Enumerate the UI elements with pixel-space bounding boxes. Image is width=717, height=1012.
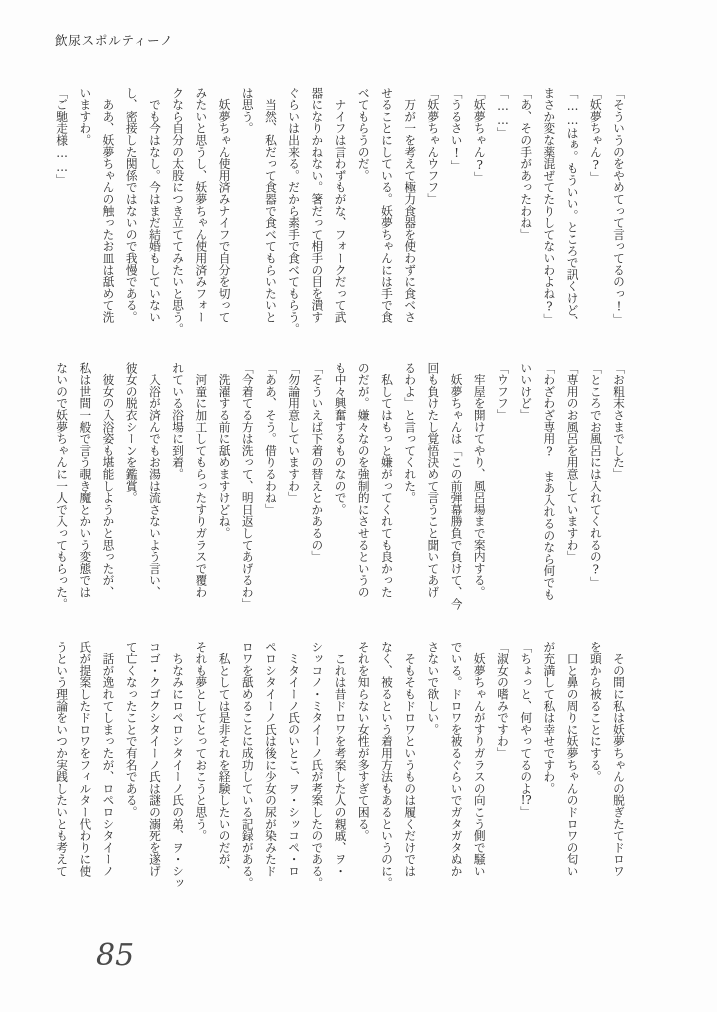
text-column: なく、被るという着用方法もあるというのに。 [379, 641, 394, 889]
text-column: るわよ」と言ってくれた。 [403, 362, 418, 504]
text-column: 入浴が済んでもお湯は流さないよう言い、 [147, 362, 162, 598]
text-column: 万が一を考えて極力食器を使わずに食べさ [403, 87, 418, 323]
text-column: でいる。ドロワを被るぐらいでガタガタぬか [449, 641, 464, 877]
text-column: 「わざわざ専用? まあ入れるのなら何でも [542, 362, 557, 601]
text-column: 「妖夢ちゃん?」 [472, 87, 487, 184]
text-column: みたいと思うし、妖夢ちゃん使用済みフォー [194, 87, 209, 323]
text-column: 「専用のお風呂を用意していますわ」 [565, 362, 580, 563]
text-column: 「今着てる方は洗って、明日返してあげるわ」 [240, 362, 255, 610]
text-column: ああ、妖夢ちゃんの触ったお皿は舐めて洗 [101, 87, 116, 323]
text-column: て亡くなったことで有名である。 [124, 641, 139, 818]
text-column: 「そういえば下着の替えとかあるの」 [310, 362, 325, 563]
text-column: ロワを舐めることに成功している記録がある。 [240, 641, 255, 889]
text-column: 河童に加工してもらったすりガラスで覆わ [194, 362, 209, 598]
text-column: クなら自分の太股につき立ててみたいと思う。 [171, 87, 186, 335]
text-column: 私してはもっと嫌がってくれても良かった [379, 362, 394, 598]
text-column: が充満して私は幸せですわ。 [542, 641, 557, 795]
text-column: 「ちょっと、何やってるのよ!?」 [519, 641, 534, 818]
text-column: は思う。 [240, 87, 255, 135]
text-column: コゴ・クゴクシタイーノ氏は謎の溺死を遂げ [147, 641, 162, 877]
text-column: 「……」 [495, 87, 510, 139]
text-column: 妖夢ちゃん使用済みナイフで自分を切って [217, 87, 232, 323]
text-column: そもそもドロワというものは履くだけでは [403, 641, 418, 877]
text-column: 彼女の脱衣シーンを鑑賞。 [124, 362, 139, 504]
text-column: ペロシタイーノ氏は後に少女の尿が染みたド [263, 641, 278, 877]
text-column: 回も負けたし覚悟決めて言うこと聞いてあげ [426, 362, 441, 598]
text-column: ないので妖夢ちゃんに一人で入ってもらった。 [55, 362, 70, 610]
vertical-text-block-bottom [50, 641, 630, 893]
text-column: 当然、私だって食器で食べてもらいたいと [263, 87, 278, 323]
text-column: のだが。嫌々なのを強制的にさせるというの [356, 362, 371, 598]
text-column: 器になりかねない。箸だって相手の目を潰す [310, 87, 325, 323]
text-column: せることにしている。妖夢ちゃんには手で食 [379, 87, 394, 323]
text-column: さないで欲しい。 [426, 641, 441, 736]
page-header-title: 飲尿スポルティーノ [55, 33, 174, 48]
text-column: 氏が提案したドロワをフィルター代わりに使 [78, 641, 93, 877]
text-column: ぐらいは出来る。だから素手で食べてもらう。 [287, 87, 302, 335]
text-column: うという理論をいつか実践したいとも考えて [55, 641, 70, 877]
text-column: ちなみにロペロシタイーノ氏の弟、ヲ・シッ [171, 641, 186, 889]
text-column: それを知らない女性が多すぎて困る。 [356, 641, 371, 842]
text-column: れている浴場に到着。 [171, 362, 186, 480]
text-column: これは昔ドロワを考案した人の親戚、ヲ・ [333, 641, 348, 877]
text-column: 「……はぁ。もういい。ところで訊くけど、 [565, 87, 580, 328]
text-column: 「ところでお風呂には入れてくれるの?」 [588, 362, 603, 589]
text-column: べてもらうのだ。 [356, 87, 371, 182]
page-number: 85 [96, 938, 135, 973]
text-column: でも今はなし。今はまだ結婚もしていない [147, 87, 162, 323]
text-column: 「淑女の嗜みですわ」 [495, 641, 510, 759]
text-column: 「そういうのをやめてって言ってるのっ!」 [612, 87, 626, 326]
text-column: 話が逸れてしまったが、ロペロシタイーノ [101, 641, 116, 877]
text-column: 口と鼻の周りに妖夢ちゃんのドロワの匂い [565, 641, 580, 877]
text-column: それも夢としてとっておこうと思う。 [194, 641, 209, 842]
text-column: 洗濯する前に舐めますけどね。 [217, 362, 232, 539]
vertical-text-block-middle [50, 362, 630, 614]
text-column: 「勿論用意していますわ」 [287, 362, 302, 504]
text-column: 私としては是非それを経験したいのだが、 [217, 641, 232, 877]
text-column: 妖夢ちゃんがすりガラスの向こう側で騒い [472, 641, 487, 877]
text-column: ナイフは言わずもがな、フォークだって武 [333, 87, 348, 323]
text-column: し、密接した関係ではないので我慢である。 [124, 87, 139, 323]
text-column: 「ああ、そう。借りるわね」 [263, 362, 278, 516]
text-column: まさか変な薬混ぜてたりしてないわよね?」 [542, 87, 557, 326]
text-column: も中々興奮するものなので。 [333, 362, 348, 516]
text-column: 「妖夢ちゃんウフフ」 [426, 87, 441, 205]
text-column: 「お粗末さまでした」 [612, 362, 626, 480]
text-column: 妖夢ちゃんは「この前弾幕勝負で負けて、今 [449, 362, 464, 610]
vertical-text-block-top [50, 87, 630, 339]
text-column: 私は世間一般で言う覗き魔とかいう変態では [78, 362, 93, 598]
text-column: シッコノ・ミタイーノ氏が考案したのである。 [310, 641, 325, 889]
text-column: 牢屋を開けてやり、風呂場まで案内する。 [472, 362, 487, 598]
text-column: を頭から被ることにする。 [588, 641, 603, 783]
text-column: 「ご馳走様……」 [55, 87, 70, 186]
text-column: 「あ、その手があったわね」 [519, 87, 534, 241]
text-column: いいけど」 [519, 362, 534, 421]
text-column: ミタイーノ氏のいとこ、ヲ・シッコペ・ロ [287, 641, 302, 877]
text-column: 彼女の入浴姿も堪能しようかと思ったが、 [101, 362, 116, 598]
text-column: いますわ。 [78, 87, 93, 146]
text-column: 「妖夢ちゃん?」 [588, 87, 603, 184]
text-column: 「うるさい!」 [449, 87, 464, 172]
text-column: 「ウフフ」 [495, 362, 510, 421]
text-column: その間に私は妖夢ちゃんの脱ぎたてドロワ [612, 641, 626, 877]
